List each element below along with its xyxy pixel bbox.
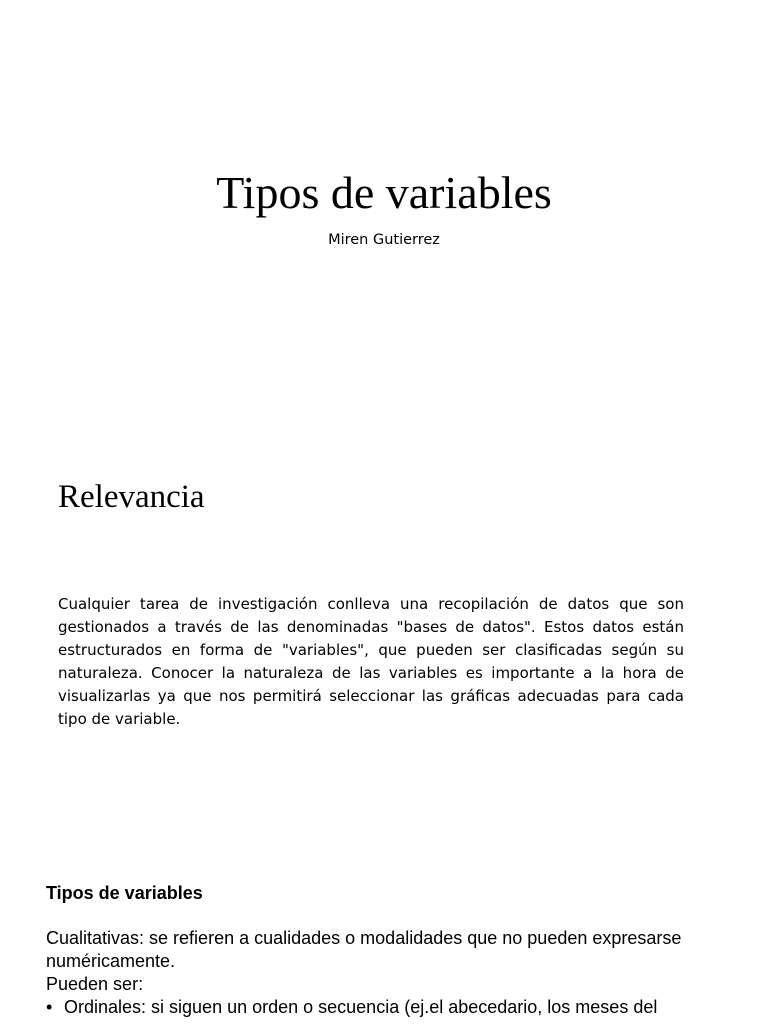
bullet-item-ordinales: • Ordinales: si siguen un orden o secuencia (ej.el abecedario, los meses del bbox=[46, 996, 746, 1019]
document-title: Tipos de variables bbox=[216, 167, 552, 218]
tipos-heading: Tipos de variables bbox=[46, 883, 203, 903]
tipos-bullet-list bbox=[46, 996, 746, 1019]
author-name: Miren Gutierrez bbox=[328, 232, 440, 248]
relevancia-paragraph: Cualquier tarea de investigación conlleva una recopilación de datos que son gestionados a través de las denominadas "bases de datos". Estos datos están estructurados en forma de "variables", que pueden ser clasificadas según su naturaleza. Conocer la naturaleza de las variables es importante a la hora de visualizarlas ya que nos permitirá seleccionar las gráficas adecuadas para cada tipo de variable. bbox=[58, 595, 684, 728]
section-heading-relevancia: Relevancia bbox=[58, 479, 205, 515]
pueden-ser-text: Pueden ser: bbox=[46, 974, 144, 994]
tipos-section bbox=[46, 882, 746, 1019]
cualitativas-text: Cualitativas: se refieren a cualidades o modalidades que no pueden expresarse numéricamente. bbox=[46, 928, 682, 971]
